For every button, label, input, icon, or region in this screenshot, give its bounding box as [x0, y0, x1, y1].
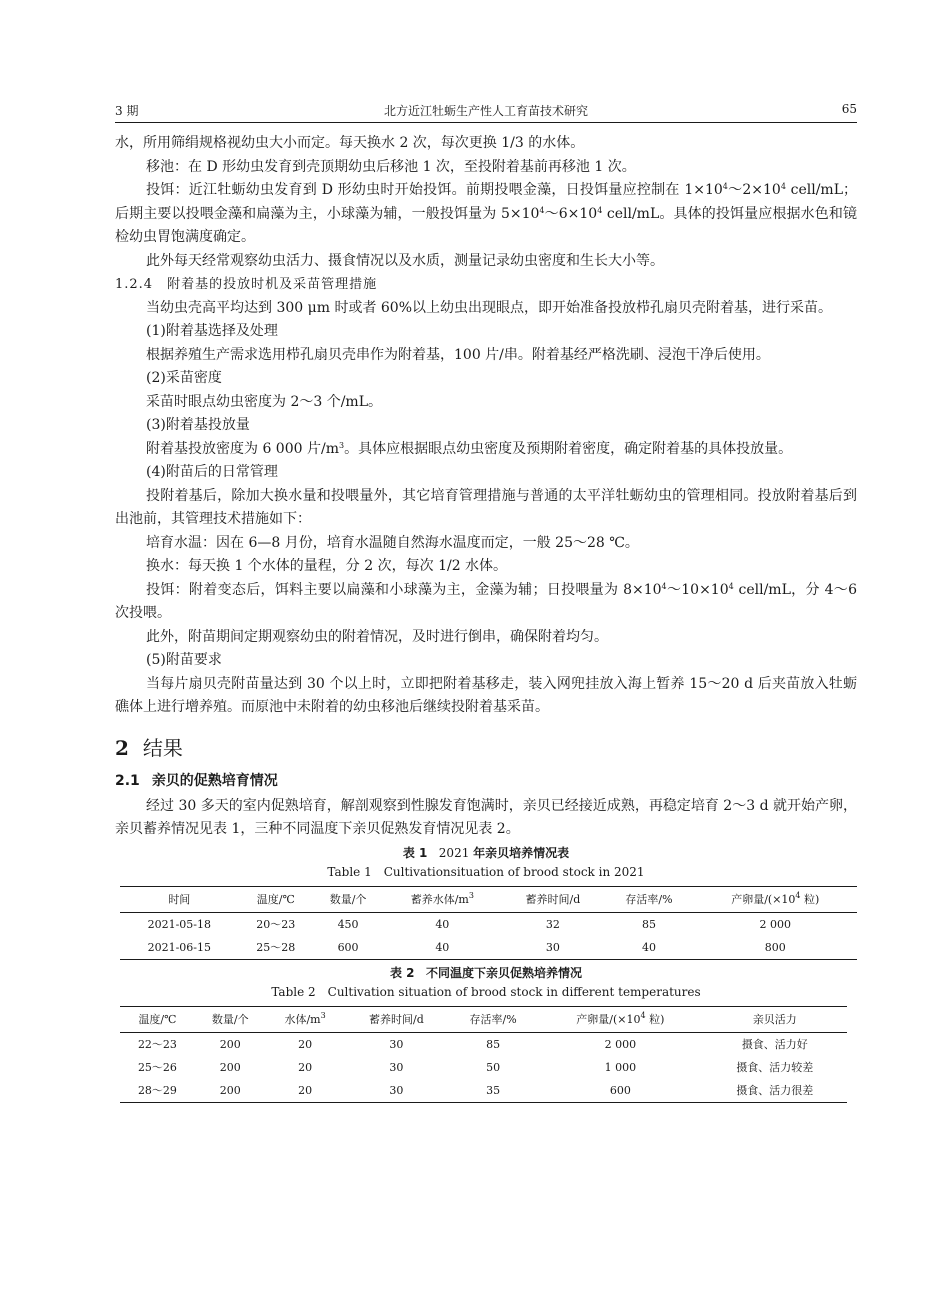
table1-header: 温度/℃	[239, 886, 313, 912]
paragraph-quantity: 附着基投放密度为 6 000 片$/m^3$。具体应根据眼点幼虫密度及预期附着密度，确定附着基的具体投放量。	[146, 440, 793, 457]
paragraph-water-exchange: 换水：每天换 1 个水体的量程，分 2 次，每次 1/2 水体。	[146, 558, 508, 574]
table-row: 28～29 200 20 30 35 600 摄食、活力很差	[120, 1079, 847, 1103]
table2-header: 水体$/m^3$	[266, 1006, 345, 1032]
paragraph-water-temperature: 培育水温：因在 6—8 月份，培育水温随自然海水温度而定，一般 25～28 ℃。	[146, 534, 639, 551]
table1-caption-en: Table 1 Cultivationsituation of brood stock in 2021	[327, 864, 645, 879]
paragraph-maturation: 经过 30 多天的室内促熟培育，解剖观察到性腺发育饱满时，亲贝已经接近成熟，再稳定培育 2～3 d 就开始产卵，亲贝蓄养情况见表 1，三种不同温度下亲贝促熟发育情况见表 2。	[115, 797, 857, 837]
item-heading-substrate: (1)附着基选择及处理	[146, 323, 278, 339]
table2-header: 数量/个	[195, 1006, 266, 1032]
table-row: 2021-05-18 20～23 450 40 32 85 2 000	[147, 917, 792, 931]
table2-caption-en: Table 2 Cultivation situation of brood stock in different temperatures	[271, 984, 701, 999]
paragraph-substrate: 根据养殖生产需求选用栉孔扇贝壳串作为附着基，100 片/串。附着基经严格洗刷、浸泡干净后使用。	[146, 346, 770, 363]
table-row: 25～26 200 20 30 50 1 000 摄食、活力较差	[137, 1060, 814, 1074]
table-row: 22～23 200 20 30 85 2 000 摄食、活力好	[137, 1037, 808, 1051]
item-heading-density: (2)采苗密度	[146, 370, 222, 386]
table-row: 2021-06-15 25～28 600 40 30 40 800	[120, 936, 857, 960]
paragraph-water-change: 水，所用筛绢规格视幼虫大小而定。每天换水 2 次，每次更换 1/3 的水体。	[115, 135, 585, 151]
table1-caption-cn: 表 1 2021 年亲贝培养情况表	[402, 845, 570, 860]
running-header	[115, 100, 857, 123]
table1-header: 时间	[120, 886, 239, 912]
table2-caption-cn: 表 2 不同温度下亲贝促熟培养情况	[390, 965, 582, 980]
table2-header: 存活率/%	[448, 1006, 538, 1032]
section-heading-results: 2 结果	[115, 735, 183, 760]
table2-header: 产卵量$/(\times 10^4$ 粒)	[538, 1006, 703, 1032]
item-heading-requirements: (5)附苗要求	[146, 652, 222, 668]
paragraph-daily-management: 投附着基后，除加大换水量和投喂量外，其它培育管理措施与普通的太平洋牡蛎幼虫的管理相同。投放附着基后到出池前，其管理技术措施如下：	[115, 487, 857, 527]
paragraph-requirements: 当每片扇贝壳附苗量达到 30 个以上时，立即把附着基移走，装入网兜挂放入海上暂养 15～20 d 后夹苗放入牡蛎礁体上进行增养殖。而原池中未附着的幼虫移池后继续投附着基采苗。	[115, 675, 857, 715]
page-number: 65	[841, 102, 857, 116]
issue-number: 3 期	[115, 104, 139, 118]
paragraph-density: 采苗时眼点幼虫密度为 2～3 个/mL。	[146, 393, 383, 410]
table1-header: 存活率/%	[604, 886, 693, 912]
paragraph-feeding: 投饵：近江牡蛎幼虫发育到 D 形幼虫时开始投饵。前期投喂金藻，日投饵量应控制在 $1\times 10^4\sim 2\times 10^4$ cell/mL；后期主要以投喂金藻和扁藻为主，小球藻为辅，一般投饵量为 $5\times 10^4\sim 6\times 10^4$ cell/mL。具体的投饵量应根据水色和镜检幼虫胃饱满度确定。	[115, 182, 857, 245]
table2-header: 亲贝活力	[703, 1006, 847, 1032]
table2	[120, 1006, 847, 1103]
paragraph-observation: 此外每天经常观察幼虫活力、摄食情况以及水质，测量记录幼虫密度和生长大小等。	[146, 252, 664, 269]
paragraph-feeding-after: 投饵：附着变态后，饵料主要以扁藻和小球藻为主，金藻为辅；日投喂量为 $8\times 10^4\sim 10\times 10^4$ cell/mL，分 4～6 次投喂。	[115, 581, 858, 621]
running-title: 北方近江牡蛎生产性人工育苗技术研究	[383, 104, 588, 118]
paragraph-attachment-check: 此外，附苗期间定期观察幼虫的附着情况，及时进行倒串，确保附着均匀。	[146, 628, 608, 645]
table1-header: 产卵量$/(\times 10^4$ 粒)	[694, 886, 857, 912]
article-body	[115, 132, 857, 1103]
table1-header: 蓄养时间/d	[501, 886, 604, 912]
subsection-heading-1-2-4: 1.2.4 附着基的投放时机及采苗管理措施	[115, 277, 378, 292]
table1-header: 数量/个	[313, 886, 383, 912]
item-heading-daily-management: (4)附苗后的日常管理	[146, 464, 278, 480]
paragraph-pool-transfer: 移池：在 D 形幼虫发育到壳顶期幼虫后移池 1 次，至投附着基前再移池 1 次。	[146, 158, 636, 175]
paragraph-collection-start: 当幼虫壳高平均达到 300 μm 时或者 60%以上幼虫出现眼点，即开始准备投放栉孔扇贝壳附着基，进行采苗。	[146, 299, 833, 316]
table1	[120, 886, 857, 960]
subsection-heading-2-1: 2.1 亲贝的促熟培育情况	[115, 772, 278, 789]
item-heading-quantity: (3)附着基投放量	[146, 417, 250, 433]
table2-header: 温度/℃	[120, 1006, 195, 1032]
table1-header: 蓄养水体$/m^3$	[383, 886, 501, 912]
table2-header: 蓄养时间/d	[345, 1006, 449, 1032]
